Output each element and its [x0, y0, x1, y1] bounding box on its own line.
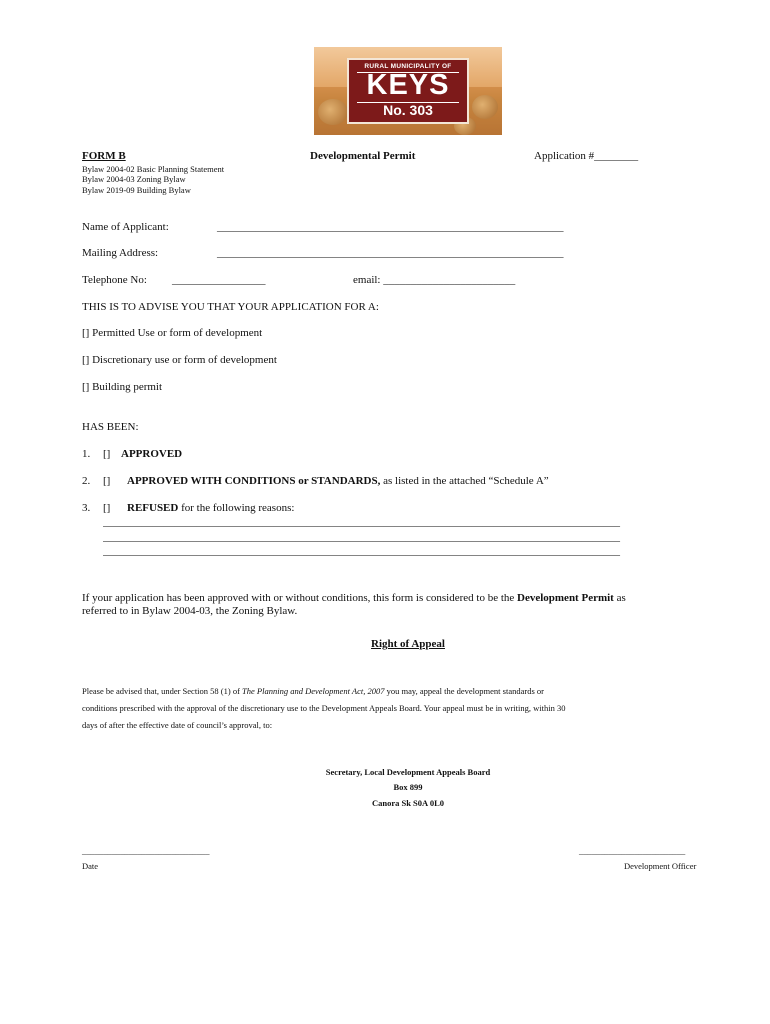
appeal-paragraph-line: conditions prescribed with the approval of the discretionary use to the Development Appeals Board. Your appeal must be in writing, within 30 — [82, 703, 566, 713]
status-conditions-label: APPROVED WITH CONDITIONS or STANDARDS, — [127, 475, 381, 487]
permit-note-text: If your application has been approved with or without conditions, this form is considered to be the — [82, 592, 518, 604]
option-permitted-use[interactable]: [] Permitted Use or form of development — [82, 327, 263, 339]
telephone-field[interactable]: _________________ — [172, 274, 266, 286]
option-building-permit[interactable]: [] Building permit — [82, 381, 163, 393]
hay-bale — [318, 99, 348, 125]
logo-name: KEYS — [366, 69, 450, 101]
refusal-reason-line[interactable]: ______________________________________________________________________________________________ — [103, 531, 620, 543]
appeal-text: you may, appeal the development standards or — [384, 686, 544, 696]
status-conditions-note: as listed in the attached “Schedule A” — [383, 475, 549, 487]
status-checkbox-conditions[interactable]: [] — [103, 475, 111, 487]
municipality-logo — [314, 47, 502, 135]
hay-bale — [472, 95, 498, 119]
status-approved-label: APPROVED — [121, 448, 183, 460]
permit-note-bold: Development Permit — [517, 592, 614, 604]
status-refused-note: for the following reasons: — [181, 502, 295, 514]
appeal-address-line: Box 899 — [393, 782, 423, 792]
refusal-reason-line[interactable]: ______________________________________________________________________________________________ — [103, 516, 620, 528]
applicant-name-field[interactable]: _______________________________________________________________ — [217, 221, 564, 233]
form-title: Developmental Permit — [310, 150, 416, 162]
appeal-heading: Right of Appeal — [371, 638, 445, 650]
permit-note-line-1 — [82, 592, 626, 604]
appeal-address-line: Secretary, Local Development Appeals Board — [325, 767, 491, 777]
appeal-paragraph-line: days of after the effective date of council’s approval, to: — [82, 720, 273, 730]
appeal-text: Please be advised that, under Section 58 (1) of — [82, 686, 243, 696]
appeal-act-title: The Planning and Development Act, 2007 — [242, 686, 385, 696]
mailing-address-field[interactable]: _______________________________________________________________ — [217, 247, 564, 259]
status-checkbox-approved[interactable]: [] — [103, 448, 111, 460]
email-field[interactable]: email: ________________________ — [353, 274, 516, 286]
refusal-reason-line[interactable]: ______________________________________________________________________________________________ — [103, 545, 620, 557]
status-number: 3. — [82, 502, 91, 514]
bylaw-line: Bylaw 2019-09 Building Bylaw — [82, 185, 191, 195]
bylaw-line: Bylaw 2004-03 Zoning Bylaw — [82, 174, 186, 184]
application-number: Application #________ — [534, 150, 639, 162]
appeal-paragraph-line — [82, 686, 544, 696]
form-label: FORM B — [82, 150, 126, 162]
status-number: 1. — [82, 448, 91, 460]
logo-sign — [347, 58, 469, 124]
appeal-address-line: Canora Sk S0A 0L0 — [371, 798, 445, 808]
logo-top-text: RURAL MUNICIPALITY OF — [364, 63, 452, 70]
status-checkbox-refused[interactable]: [] — [103, 502, 111, 514]
date-signature-line[interactable]: ______________________________ — [82, 846, 210, 856]
bylaw-line: Bylaw 2004-02 Basic Planning Statement — [82, 164, 225, 174]
advise-heading: THIS IS TO ADVISE YOU THAT YOUR APPLICATION FOR A: — [82, 301, 379, 313]
status-heading: HAS BEEN: — [82, 421, 139, 433]
officer-label: Development Officer — [624, 861, 697, 871]
mailing-address-label: Mailing Address: — [82, 247, 159, 259]
officer-signature-line[interactable]: _________________________ — [579, 846, 686, 856]
status-refused-text — [127, 502, 294, 514]
telephone-label: Telephone No: — [82, 274, 147, 286]
status-number: 2. — [82, 475, 91, 487]
status-conditions-text — [127, 475, 549, 487]
date-label: Date — [82, 861, 99, 871]
permit-note-line-2: referred to in Bylaw 2004-03, the Zoning Bylaw. — [82, 605, 298, 617]
status-refused-label: REFUSED — [127, 502, 179, 514]
option-discretionary-use[interactable]: [] Discretionary use or form of development — [82, 354, 277, 366]
logo-number: No. 303 — [383, 102, 433, 118]
applicant-name-label: Name of Applicant: — [82, 221, 169, 233]
permit-note-text: as — [613, 592, 626, 604]
